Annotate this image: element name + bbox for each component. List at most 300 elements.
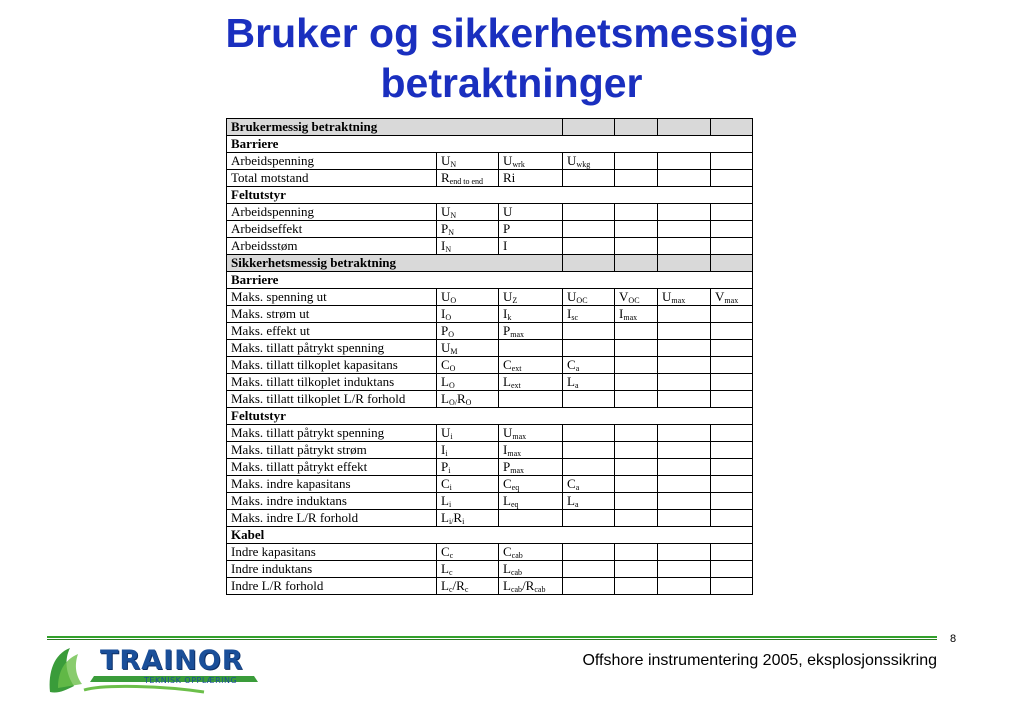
table-row bbox=[227, 510, 753, 527]
symbol-subscript: a bbox=[574, 500, 579, 509]
subsection-cable bbox=[227, 527, 753, 544]
symbol-text: /R bbox=[522, 578, 535, 593]
symbol-subscript: O bbox=[449, 364, 456, 373]
symbol-cell bbox=[658, 493, 711, 510]
symbol-cell bbox=[711, 476, 753, 493]
table-row bbox=[227, 391, 753, 408]
symbol-cell bbox=[563, 510, 615, 527]
symbol-text: U bbox=[662, 289, 672, 304]
parameter-label: Arbeidspenning bbox=[227, 153, 437, 170]
symbol-cell bbox=[658, 442, 711, 459]
symbol-cell bbox=[437, 153, 499, 170]
symbol-cell bbox=[711, 323, 753, 340]
symbol-cell bbox=[711, 306, 753, 323]
parameter-label: Maks. indre induktans bbox=[227, 493, 437, 510]
section-title: Sikkerhetsmessig betraktning bbox=[227, 255, 563, 272]
footer-text: Offshore instrumentering 2005, eksplosjonssikring bbox=[582, 652, 937, 669]
section-title: Feltutstyr bbox=[227, 187, 753, 204]
symbol-text: /R bbox=[452, 578, 465, 593]
symbol-cell bbox=[437, 306, 499, 323]
symbol-text: I bbox=[567, 306, 572, 321]
table-row bbox=[227, 323, 753, 340]
symbol-cell bbox=[499, 340, 563, 357]
symbol-subscript: a bbox=[575, 364, 580, 373]
symbol-cell bbox=[711, 561, 753, 578]
symbol-cell bbox=[563, 493, 615, 510]
empty-cell bbox=[658, 255, 711, 272]
symbol-cell bbox=[615, 578, 658, 595]
symbol-cell bbox=[711, 170, 753, 187]
symbol-cell bbox=[499, 544, 563, 561]
symbol-cell bbox=[658, 289, 711, 306]
symbol-text: U bbox=[503, 153, 513, 168]
symbol-cell bbox=[563, 391, 615, 408]
parameter-label: Maks. tillatt påtrykt effekt bbox=[227, 459, 437, 476]
symbol-subscript: O bbox=[445, 313, 452, 322]
symbol-cell bbox=[711, 204, 753, 221]
symbol-text: U bbox=[503, 289, 513, 304]
symbol-cell bbox=[499, 425, 563, 442]
symbol-cell bbox=[437, 170, 499, 187]
symbol-cell bbox=[563, 442, 615, 459]
symbol-cell bbox=[563, 374, 615, 391]
empty-cell bbox=[615, 119, 658, 136]
symbol-subscript: k bbox=[507, 313, 512, 322]
parameter-label: Maks. spenning ut bbox=[227, 289, 437, 306]
symbol-cell bbox=[711, 425, 753, 442]
symbol-text: L bbox=[503, 578, 511, 593]
symbol-cell bbox=[711, 289, 753, 306]
symbol-text: L bbox=[503, 493, 511, 508]
symbol-text: V bbox=[619, 289, 629, 304]
symbol-cell bbox=[563, 238, 615, 255]
symbol-text: Ri bbox=[503, 170, 516, 185]
parameter-label: Arbeidspenning bbox=[227, 204, 437, 221]
symbol-cell bbox=[615, 374, 658, 391]
table-row bbox=[227, 170, 753, 187]
symbol-cell bbox=[499, 221, 563, 238]
symbol-subscript: i bbox=[448, 466, 451, 475]
symbol-subscript: max bbox=[512, 432, 527, 441]
symbol-cell bbox=[615, 391, 658, 408]
trainor-logo bbox=[44, 642, 260, 702]
parameter-label: Indre kapasitans bbox=[227, 544, 437, 561]
table-row bbox=[227, 561, 753, 578]
symbol-cell bbox=[437, 340, 499, 357]
footer-rule-thin bbox=[47, 639, 937, 640]
symbol-cell bbox=[437, 476, 499, 493]
symbol-subscript: wrk bbox=[512, 160, 525, 169]
symbol-text: L bbox=[567, 374, 575, 389]
symbol-text: U bbox=[503, 425, 513, 440]
symbol-cell bbox=[615, 323, 658, 340]
slide-title-line-1: Bruker og sikkerhetsmessige bbox=[225, 10, 798, 56]
symbol-text: P bbox=[503, 459, 511, 474]
symbol-cell bbox=[711, 493, 753, 510]
symbol-text: U bbox=[441, 425, 451, 440]
parameter-label: Maks. tillatt tilkoplet L/R forhold bbox=[227, 391, 437, 408]
symbol-subscript: max bbox=[724, 296, 739, 305]
section-header-user bbox=[227, 119, 753, 136]
symbol-cell bbox=[563, 153, 615, 170]
symbol-cell bbox=[615, 459, 658, 476]
symbol-cell bbox=[711, 153, 753, 170]
table-row bbox=[227, 493, 753, 510]
subsection-field-equipment bbox=[227, 408, 753, 425]
empty-cell bbox=[563, 119, 615, 136]
symbol-cell bbox=[711, 510, 753, 527]
symbol-cell bbox=[615, 170, 658, 187]
parameter-label: Maks. tillatt tilkoplet kapasitans bbox=[227, 357, 437, 374]
symbol-cell bbox=[615, 425, 658, 442]
symbol-subscript: c bbox=[464, 585, 469, 594]
symbol-cell bbox=[437, 323, 499, 340]
symbol-text: U bbox=[441, 204, 451, 219]
symbol-cell bbox=[563, 578, 615, 595]
symbol-text: U bbox=[441, 289, 451, 304]
footer-rule bbox=[47, 636, 937, 638]
symbol-cell bbox=[615, 153, 658, 170]
symbol-cell bbox=[563, 425, 615, 442]
symbol-subscript: O bbox=[448, 381, 455, 390]
symbol-subscript: a bbox=[574, 381, 579, 390]
symbol-cell bbox=[563, 476, 615, 493]
table-row bbox=[227, 459, 753, 476]
symbol-text: L bbox=[441, 391, 449, 406]
symbol-subscript: wkg bbox=[576, 160, 591, 169]
symbol-subscript: max bbox=[507, 449, 522, 458]
symbol-cell bbox=[658, 306, 711, 323]
parameter-label: Indre L/R forhold bbox=[227, 578, 437, 595]
symbol-cell bbox=[437, 374, 499, 391]
symbol-subscript: c bbox=[449, 551, 454, 560]
section-title: Barriere bbox=[227, 136, 753, 153]
table-row bbox=[227, 153, 753, 170]
symbol-cell bbox=[658, 459, 711, 476]
symbol-cell bbox=[658, 425, 711, 442]
symbol-subscript: N bbox=[450, 211, 457, 220]
symbol-cell bbox=[437, 510, 499, 527]
symbol-subscript: i bbox=[462, 517, 465, 526]
symbol-cell bbox=[499, 561, 563, 578]
symbol-subscript: cab bbox=[534, 585, 546, 594]
symbol-text: U bbox=[503, 204, 513, 219]
trainor-logo-subtitle: TEKNISK OPPLÆRING bbox=[144, 676, 238, 685]
parameter-label: Maks. indre kapasitans bbox=[227, 476, 437, 493]
symbol-cell bbox=[563, 221, 615, 238]
symbol-text: L bbox=[567, 493, 575, 508]
symbol-cell bbox=[711, 340, 753, 357]
symbol-cell bbox=[658, 391, 711, 408]
symbol-subscript: max bbox=[510, 330, 525, 339]
symbol-cell bbox=[499, 442, 563, 459]
symbol-text: C bbox=[567, 357, 576, 372]
symbol-cell bbox=[711, 578, 753, 595]
symbol-text: P bbox=[503, 221, 511, 236]
parameter-label: Arbeidseffekt bbox=[227, 221, 437, 238]
slide-title-line-2: betraktninger bbox=[380, 60, 643, 106]
symbol-text: C bbox=[567, 476, 576, 491]
symbol-cell bbox=[615, 340, 658, 357]
symbol-text: L bbox=[441, 510, 449, 525]
symbol-text: R bbox=[456, 391, 466, 406]
symbol-text: U bbox=[441, 340, 451, 355]
symbol-cell bbox=[437, 425, 499, 442]
symbol-cell bbox=[437, 493, 499, 510]
symbol-cell bbox=[499, 459, 563, 476]
symbol-cell bbox=[437, 238, 499, 255]
symbol-subscript: cab bbox=[510, 568, 523, 577]
symbol-subscript: eq bbox=[510, 500, 519, 509]
table-row bbox=[227, 374, 753, 391]
symbol-text: R bbox=[441, 170, 450, 185]
symbol-text: C bbox=[503, 357, 512, 372]
section-title: Brukermessig betraktning bbox=[227, 119, 563, 136]
symbol-subscript: Z bbox=[512, 296, 518, 305]
symbol-subscript: max bbox=[671, 296, 686, 305]
symbol-cell bbox=[615, 561, 658, 578]
table-row bbox=[227, 357, 753, 374]
symbol-cell bbox=[615, 544, 658, 561]
symbol-cell bbox=[658, 221, 711, 238]
symbol-cell bbox=[658, 544, 711, 561]
parameter-label: Maks. strøm ut bbox=[227, 306, 437, 323]
symbol-cell bbox=[658, 204, 711, 221]
symbol-cell bbox=[658, 153, 711, 170]
symbol-text: P bbox=[441, 323, 449, 338]
empty-cell bbox=[563, 255, 615, 272]
symbol-subscript: c bbox=[448, 568, 453, 577]
parameter-label: Total motstand bbox=[227, 170, 437, 187]
symbol-cell bbox=[563, 289, 615, 306]
empty-cell bbox=[711, 255, 753, 272]
symbol-text: P bbox=[503, 323, 511, 338]
symbol-cell bbox=[563, 561, 615, 578]
symbol-cell bbox=[437, 578, 499, 595]
symbol-text: C bbox=[441, 476, 450, 491]
table-row bbox=[227, 425, 753, 442]
subsection-barrier bbox=[227, 272, 753, 289]
symbol-cell bbox=[499, 289, 563, 306]
symbol-text: P bbox=[441, 459, 449, 474]
symbol-cell bbox=[711, 221, 753, 238]
parameter-label: Maks. indre L/R forhold bbox=[227, 510, 437, 527]
symbol-text: U bbox=[441, 153, 451, 168]
symbol-subscript: max bbox=[510, 466, 525, 475]
symbol-cell bbox=[437, 459, 499, 476]
symbol-cell bbox=[658, 340, 711, 357]
symbol-cell bbox=[711, 391, 753, 408]
symbol-cell bbox=[499, 357, 563, 374]
symbol-cell bbox=[563, 170, 615, 187]
symbol-cell bbox=[563, 459, 615, 476]
parameter-table bbox=[226, 118, 753, 595]
symbol-text: I bbox=[503, 238, 508, 253]
symbol-subscript: i bbox=[450, 432, 453, 441]
symbol-subscript: ext bbox=[511, 364, 522, 373]
symbol-text: C bbox=[441, 544, 450, 559]
symbol-text: V bbox=[715, 289, 725, 304]
symbol-cell bbox=[563, 204, 615, 221]
symbol-cell bbox=[499, 493, 563, 510]
symbol-subscript: O bbox=[448, 330, 455, 339]
parameter-label: Maks. tillatt tilkoplet induktans bbox=[227, 374, 437, 391]
symbol-text: U bbox=[567, 289, 577, 304]
symbol-cell bbox=[437, 289, 499, 306]
symbol-cell bbox=[658, 238, 711, 255]
symbol-text: U bbox=[567, 153, 577, 168]
parameter-label: Arbeidsstøm bbox=[227, 238, 437, 255]
symbol-cell bbox=[437, 357, 499, 374]
symbol-text: C bbox=[503, 476, 512, 491]
symbol-subscript: cab bbox=[510, 585, 523, 594]
parameter-table-body bbox=[227, 119, 753, 595]
table-row bbox=[227, 578, 753, 595]
page-number: 8 bbox=[950, 633, 957, 645]
table-row bbox=[227, 204, 753, 221]
section-header-safety bbox=[227, 255, 753, 272]
symbol-cell bbox=[499, 323, 563, 340]
table-row bbox=[227, 221, 753, 238]
parameter-label: Maks. tillatt påtrykt strøm bbox=[227, 442, 437, 459]
symbol-subscript: eq bbox=[511, 483, 520, 492]
table-row bbox=[227, 544, 753, 561]
symbol-text: C bbox=[503, 544, 512, 559]
symbol-cell bbox=[499, 306, 563, 323]
symbol-subscript: O bbox=[465, 398, 472, 407]
section-title: Kabel bbox=[227, 527, 753, 544]
symbol-cell bbox=[499, 578, 563, 595]
symbol-text: I bbox=[441, 306, 446, 321]
symbol-text: I bbox=[441, 442, 446, 457]
symbol-subscript: O/ bbox=[448, 398, 457, 407]
symbol-cell bbox=[658, 578, 711, 595]
symbol-subscript: N bbox=[445, 245, 452, 254]
symbol-cell bbox=[615, 204, 658, 221]
symbol-subscript: i bbox=[448, 500, 452, 509]
symbol-cell bbox=[499, 476, 563, 493]
symbol-text: L bbox=[441, 493, 449, 508]
parameter-table-wrapper bbox=[226, 118, 753, 595]
symbol-cell bbox=[658, 561, 711, 578]
symbol-cell bbox=[711, 238, 753, 255]
symbol-cell bbox=[711, 544, 753, 561]
symbol-cell bbox=[615, 221, 658, 238]
symbol-cell bbox=[615, 493, 658, 510]
symbol-text: R bbox=[453, 510, 463, 525]
symbol-subscript: end to end bbox=[449, 177, 483, 186]
symbol-text: L bbox=[441, 578, 449, 593]
symbol-cell bbox=[563, 340, 615, 357]
subsection-field-equipment bbox=[227, 187, 753, 204]
symbol-cell bbox=[711, 459, 753, 476]
symbol-text: I bbox=[503, 306, 508, 321]
symbol-cell bbox=[499, 374, 563, 391]
symbol-cell bbox=[711, 357, 753, 374]
symbol-cell bbox=[499, 204, 563, 221]
symbol-cell bbox=[437, 221, 499, 238]
symbol-subscript: i bbox=[449, 483, 452, 492]
symbol-subscript: max bbox=[623, 313, 638, 322]
symbol-cell bbox=[615, 238, 658, 255]
symbol-cell bbox=[658, 357, 711, 374]
slide-title bbox=[0, 8, 1023, 108]
symbol-cell bbox=[615, 476, 658, 493]
symbol-text: I bbox=[619, 306, 624, 321]
symbol-cell bbox=[499, 238, 563, 255]
table-row bbox=[227, 238, 753, 255]
symbol-subscript: a bbox=[575, 483, 580, 492]
symbol-cell bbox=[437, 204, 499, 221]
symbol-subscript: i/ bbox=[448, 517, 454, 526]
table-row bbox=[227, 289, 753, 306]
symbol-cell bbox=[499, 510, 563, 527]
symbol-subscript: O bbox=[450, 296, 457, 305]
symbol-cell bbox=[615, 442, 658, 459]
symbol-subscript: c bbox=[448, 585, 453, 594]
symbol-subscript: N bbox=[450, 160, 457, 169]
table-row bbox=[227, 476, 753, 493]
symbol-text: L bbox=[441, 374, 449, 389]
symbol-cell bbox=[563, 306, 615, 323]
symbol-text: I bbox=[503, 442, 508, 457]
symbol-text: P bbox=[441, 221, 449, 236]
parameter-label: Maks. effekt ut bbox=[227, 323, 437, 340]
symbol-cell bbox=[437, 561, 499, 578]
symbol-subscript: M bbox=[450, 347, 458, 356]
symbol-cell bbox=[658, 510, 711, 527]
symbol-subscript: OC bbox=[628, 296, 640, 305]
subsection-barrier bbox=[227, 136, 753, 153]
symbol-subscript: ext bbox=[510, 381, 521, 390]
symbol-cell bbox=[499, 170, 563, 187]
symbol-cell bbox=[437, 544, 499, 561]
section-title: Barriere bbox=[227, 272, 753, 289]
parameter-label: Maks. tillatt påtrykt spenning bbox=[227, 340, 437, 357]
empty-cell bbox=[615, 255, 658, 272]
symbol-text: I bbox=[441, 238, 446, 253]
parameter-label: Maks. tillatt påtrykt spenning bbox=[227, 425, 437, 442]
symbol-subscript: i bbox=[445, 449, 448, 458]
symbol-cell bbox=[437, 391, 499, 408]
empty-cell bbox=[658, 119, 711, 136]
symbol-subscript: N bbox=[448, 228, 455, 237]
symbol-text: L bbox=[441, 561, 449, 576]
symbol-cell bbox=[658, 476, 711, 493]
symbol-text: L bbox=[503, 561, 511, 576]
symbol-cell bbox=[563, 357, 615, 374]
symbol-cell bbox=[711, 374, 753, 391]
symbol-text: L bbox=[503, 374, 511, 389]
table-row bbox=[227, 306, 753, 323]
symbol-text: C bbox=[441, 357, 450, 372]
symbol-cell bbox=[615, 306, 658, 323]
symbol-subscript: OC bbox=[576, 296, 588, 305]
table-row bbox=[227, 442, 753, 459]
symbol-cell bbox=[499, 153, 563, 170]
symbol-cell bbox=[563, 544, 615, 561]
symbol-subscript: cab bbox=[511, 551, 523, 560]
empty-cell bbox=[711, 119, 753, 136]
symbol-cell bbox=[711, 442, 753, 459]
symbol-cell bbox=[615, 289, 658, 306]
section-title: Feltutstyr bbox=[227, 408, 753, 425]
symbol-cell bbox=[658, 374, 711, 391]
symbol-cell bbox=[563, 323, 615, 340]
symbol-cell bbox=[658, 323, 711, 340]
symbol-cell bbox=[437, 442, 499, 459]
symbol-cell bbox=[499, 391, 563, 408]
